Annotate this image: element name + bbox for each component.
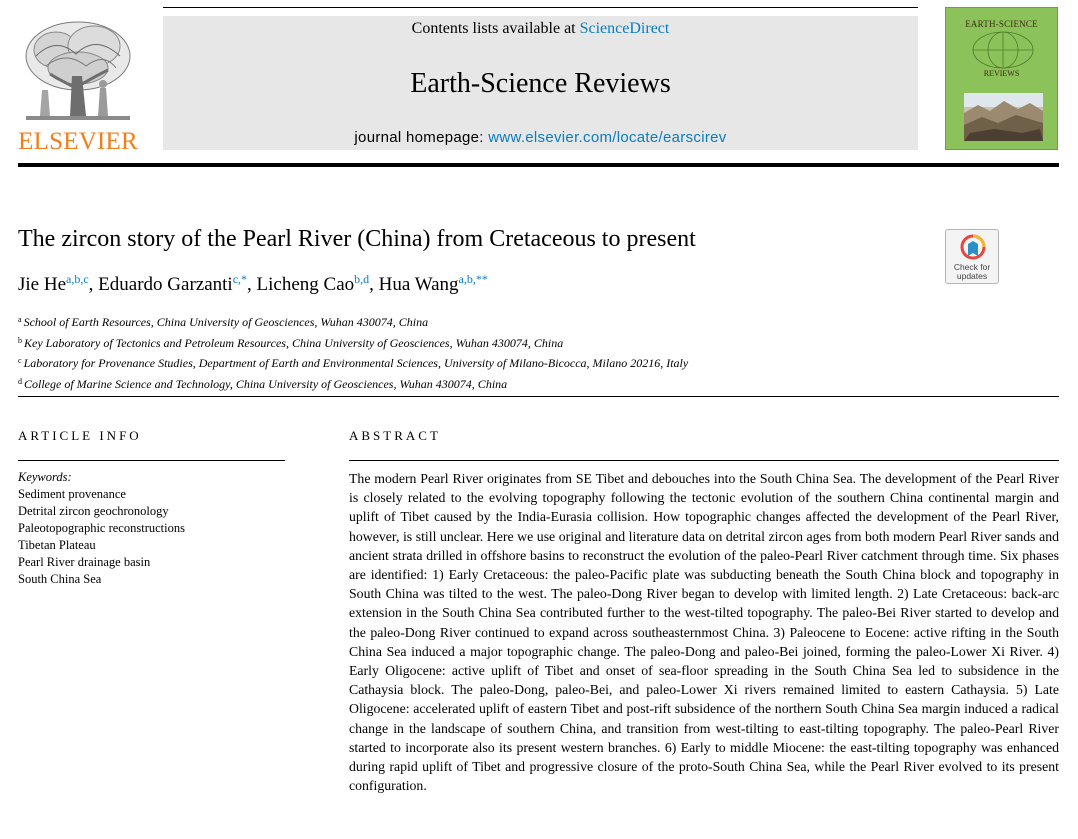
affiliation-item: $^d$ College of Marine Science and Technology, China University of Geosciences, Wuhan 430074, China bbox=[18, 376, 508, 391]
abstract-divider bbox=[349, 460, 1059, 461]
keywords-list bbox=[18, 469, 185, 588]
author-marks[interactable]: a,b,c bbox=[66, 272, 89, 286]
affiliation-item: $^b$ Key Laboratory of Tectonics and Petroleum Resources, China University of Geosciences, Wuhan 430074, China bbox=[18, 335, 564, 350]
author-name[interactable]: Eduardo Garzanti bbox=[98, 274, 233, 295]
abstract-text: The modern Pearl River originates from SE Tibet and debouches into the South China Sea. The development of the Pearl River is closely related to the evolving topography following the tectonic evolution of the southern China continental margin and uplift of Tibet caused by the India-Eurasia collision. How topographic changes affected the development of the Pearl River, however, is still unclear. Here we use original and literature data on detrital zircon ages from both modern Pearl River sands and ancient strata drilled in offshore basins to reconstruct the evolution of the paleo-Pearl River catchment through time. Six phases are identified: 1) Early Cretaceous: the paleo-Pacific plate was subducting beneath the South China block and topography in South China was tilted to the west. The paleo-Dong River began to develop with limited length. 2) Late Cretaceous: back-arc extension in the South China Sea contributed further to the west-tilted topography. The paleo-Bei River started to develop and the paleo-Dong River continued to expand across southeasternmost China. 3) Paleocene to Eocene: active rifting in the South China Sea induced a major topographic change. The paleo-Dong and paleo-Bei joined, forming the paleo-Lower Xi River. 4) Early Oligocene: active uplift of Tibet and onset of sea-floor spreading in the South China Sea led to subsidence in the Cathaysia block. The paleo-Dong, paleo-Bei, and paleo-Lower Xi rivers remained limited to eastern Cathaysia. 5) Late Oligocene: accelerated uplift of eastern Tibet and post-rift subsidence of the northern South China Sea margin induced a radical change in the landscape of southern China, and transition from west-tilting to east-tilting topography. The paleo-Pearl River started to incorporate also its present western branches. 6) Early to middle Miocene: the east-tilting topography was enhanced during rapid uplift of Tibet and progressive closure of the proto-South China Sea, while the Pearl River evolved to its present configuration. bbox=[349, 471, 1059, 794]
globe-icon bbox=[968, 30, 1038, 70]
keyword-item: Paleotopographic reconstructions bbox=[18, 521, 185, 535]
keyword-item: Sediment provenance bbox=[18, 487, 126, 501]
homepage-link[interactable]: www.elsevier.com/locate/earscirev bbox=[488, 129, 727, 146]
keyword-item: Pearl River drainage basin bbox=[18, 555, 151, 569]
author-name[interactable]: Licheng Cao bbox=[256, 274, 355, 295]
journal-banner bbox=[163, 16, 918, 150]
affiliations bbox=[18, 311, 688, 393]
check-updates-icon bbox=[960, 234, 986, 262]
keyword-item: Tibetan Plateau bbox=[18, 538, 96, 552]
check-updates-label: Check for updates bbox=[953, 262, 991, 281]
author-marks[interactable]: b,d bbox=[354, 272, 370, 286]
affiliations-divider bbox=[18, 396, 1059, 397]
header-divider bbox=[18, 163, 1059, 167]
keywords-label: Keywords: bbox=[18, 470, 72, 484]
cover-subtitle: REVIEWS bbox=[983, 69, 1020, 78]
abstract-heading: ABSTRACT bbox=[349, 428, 441, 443]
article-info-divider bbox=[18, 460, 285, 461]
elsevier-tree-icon bbox=[16, 16, 140, 128]
author-name[interactable]: Jie He bbox=[18, 274, 67, 295]
article-title: The zircon story of the Pearl River (China) from Cretaceous to present bbox=[18, 226, 696, 252]
header-top-rule bbox=[163, 7, 918, 8]
homepage-prefix: journal homepage: bbox=[354, 129, 484, 146]
keyword-item: Detrital zircon geochronology bbox=[18, 504, 169, 518]
affiliation-item: $^a$ School of Earth Resources, China University of Geosciences, Wuhan 430074, China bbox=[18, 315, 429, 329]
journal-title[interactable]: Earth-Science Reviews bbox=[410, 68, 671, 99]
sciencedirect-link[interactable]: ScienceDirect bbox=[579, 20, 670, 37]
cover-title: EARTH-SCIENCE bbox=[965, 19, 1038, 29]
author-list: Jie He$^{a,b,c}$, Eduardo Garzanti$^{c,*}$, Licheng Cao$^{b,d}$, Hua Wang$^{a,b,**}$ bbox=[18, 272, 488, 295]
cover-landscape-image bbox=[964, 93, 1043, 141]
elsevier-logo[interactable] bbox=[16, 16, 140, 155]
journal-cover[interactable] bbox=[945, 7, 1058, 150]
author-name[interactable]: Hua Wang bbox=[378, 274, 459, 295]
keyword-item: South China Sea bbox=[18, 572, 102, 586]
author-marks[interactable]: c,* bbox=[232, 272, 248, 286]
elsevier-wordmark: ELSEVIER bbox=[18, 128, 138, 155]
contents-line bbox=[163, 20, 918, 38]
journal-homepage-line bbox=[163, 129, 918, 146]
article-info-heading: ARTICLE INFO bbox=[18, 428, 142, 443]
contents-prefix: Contents lists available at bbox=[411, 20, 576, 37]
affiliation-item: $^c$ Laboratory for Provenance Studies, Department of Earth and Environmental Sciences, University of Milano-Bicocca, Milano 20216, Italy bbox=[18, 356, 689, 370]
check-for-updates-button[interactable] bbox=[945, 229, 999, 284]
author-marks[interactable]: a,b,** bbox=[458, 272, 488, 286]
